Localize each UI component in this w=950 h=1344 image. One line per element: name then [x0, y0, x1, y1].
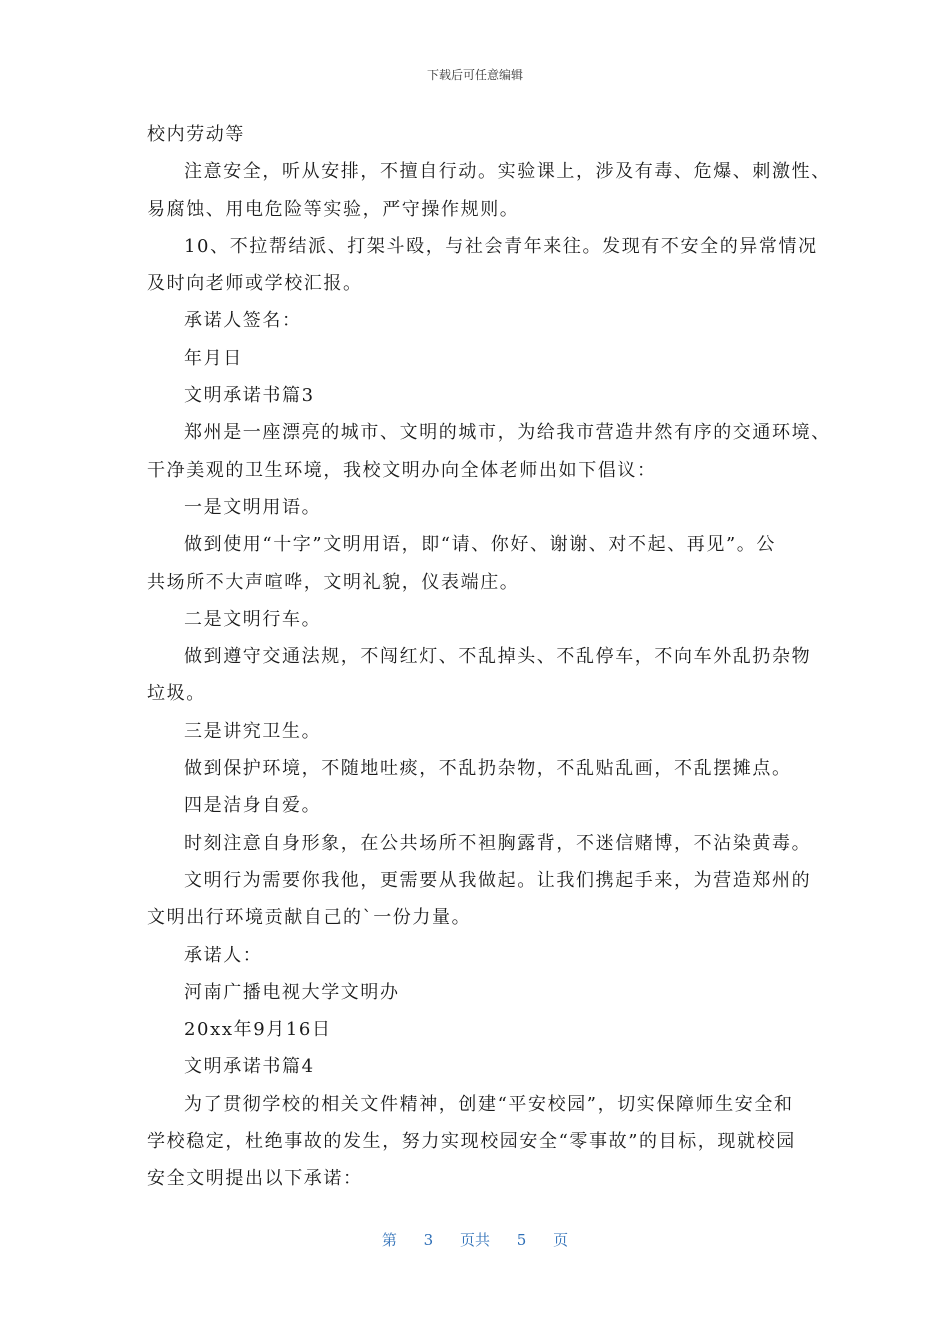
- text-line: 承诺人：: [184, 944, 263, 966]
- section-heading: 文明承诺书篇3: [184, 385, 315, 407]
- page-suffix: 页: [553, 1231, 569, 1249]
- page-header: 下载后可任意编辑: [426, 68, 523, 82]
- text-line: 四是洁身自爱。: [184, 795, 322, 817]
- text-line: 共场所不大声喧哗，文明礼貌，仪表端庄。: [147, 571, 520, 593]
- page-footer: [0, 1229, 950, 1250]
- text-line: 安全文明提出以下承诺：: [147, 1168, 363, 1190]
- section-heading: 文明承诺书篇4: [184, 1056, 315, 1078]
- text-line: 文明行为需要你我他，更需要从我做起。让我们携起手来，为营造郑州的: [184, 869, 812, 891]
- text-line: 10、不拉帮结派、打架斗殴，与社会青年来往。发现有不安全的异常情况: [184, 235, 818, 257]
- text-line: 年月日: [184, 347, 243, 369]
- text-line: 易腐蚀、用电危险等实验，严守操作规则。: [147, 198, 520, 220]
- text-line: 20xx年9月16日: [184, 1019, 332, 1041]
- text-line: 学校稳定，杜绝事故的发生，努力实现校园安全“零事故”的目标，现就校园: [147, 1131, 796, 1153]
- text-line: 二是文明行车。: [184, 608, 322, 630]
- page-number: 3: [423, 1231, 434, 1249]
- document-body: [147, 116, 831, 1198]
- text-line: 时刻注意自身形象，在公共场所不袒胸露背，不迷信赌博，不沾染黄毒。: [184, 832, 812, 854]
- text-line: 干净美观的卫生环境，我校文明办向全体老师出如下倡议：: [147, 459, 657, 481]
- text-line: 垃圾。: [147, 683, 206, 705]
- text-line: 做到使用“十字”文明用语，即“请、你好、谢谢、对不起、再见”。公: [184, 534, 777, 556]
- text-line: 校内劳动等: [147, 124, 245, 145]
- total-label: 页共: [459, 1231, 490, 1249]
- text-line: 注意安全，听从安排，不擅自行动。实验课上，涉及有毒、危爆、刺激性、: [184, 161, 831, 183]
- text-line: 河南广播电视大学文明办: [184, 981, 400, 1003]
- text-line: 做到保护环境，不随地吐痰，不乱扔杂物，不乱贴乱画，不乱摆摊点。: [184, 758, 792, 780]
- text-line: 及时向老师或学校汇报。: [147, 273, 363, 295]
- text-line: 文明出行环境贡献自己的`一份力量。: [147, 907, 472, 929]
- text-line: 做到遵守交通法规，不闯红灯、不乱掉头、不乱停车，不向车外乱扔杂物: [184, 646, 812, 668]
- text-line: 一是文明用语。: [184, 496, 322, 518]
- text-line: 为了贯彻学校的相关文件精神，创建“平安校园”，切实保障师生安全和: [184, 1093, 794, 1115]
- text-line: 承诺人签名：: [184, 310, 302, 332]
- total-pages: 5: [516, 1231, 527, 1249]
- text-line: 三是讲究卫生。: [184, 720, 322, 742]
- page-label: 第: [381, 1231, 397, 1249]
- text-line: 郑州是一座漂亮的城市、文明的城市，为给我市营造井然有序的交通环境、: [184, 422, 831, 444]
